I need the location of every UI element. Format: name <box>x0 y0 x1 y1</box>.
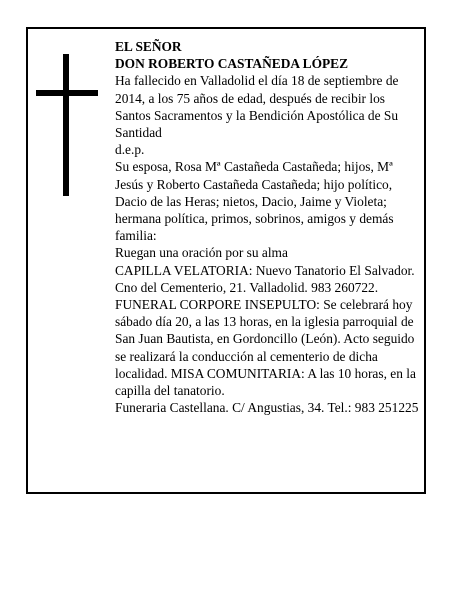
funeral-info: FUNERAL CORPORE INSEPULTO: Se celebrará hoy sábado día 20, a las 13 horas, en la iglesia parroquial de San Juan Bautista, en Gordoncillo (León). Acto seguido se realizará la conducción al cementerio de dicha localidad. MISA COMUNITARIA: A las 10 horas, en la capilla del tanatorio. <box>115 297 416 399</box>
prayer-request: Ruegan una oración por su alma <box>115 245 288 261</box>
deceased-title: EL SEÑOR <box>115 39 182 54</box>
chapel-info: CAPILLA VELATORIA: Nuevo Tanatorio El Salvador. Cno del Cementerio, 21. Valladolid. 983 260722. <box>115 262 415 295</box>
cross-horizontal-bar <box>36 90 98 96</box>
cross-vertical-bar <box>63 54 69 196</box>
dep-abbreviation: d.e.p. <box>115 142 145 158</box>
cross-icon <box>36 54 98 196</box>
death-announcement: Ha fallecido en Valladolid el día 18 de septiembre de 2014, a los 75 años de edad, después de recibir los Santos Sacramentos y la Bendición Apostólica de Su Santidad <box>115 73 399 141</box>
funeral-home-info: Funeraria Castellana. C/ Angustias, 34. Tel.: 983 251225 <box>115 400 419 416</box>
family-list: Su esposa, Rosa Mª Castañeda Castañeda; hijos, Mª Jesús y Roberto Castañeda Castañeda; hijo político, Dacio de las Heras; nietos, Dacio, Jaime y Violeta; hermana política, primos, sobrinos, amigos y demás familia: <box>115 159 394 244</box>
deceased-name: DON ROBERTO CASTAÑEDA LÓPEZ <box>115 56 349 72</box>
obituary-text <box>115 38 421 416</box>
